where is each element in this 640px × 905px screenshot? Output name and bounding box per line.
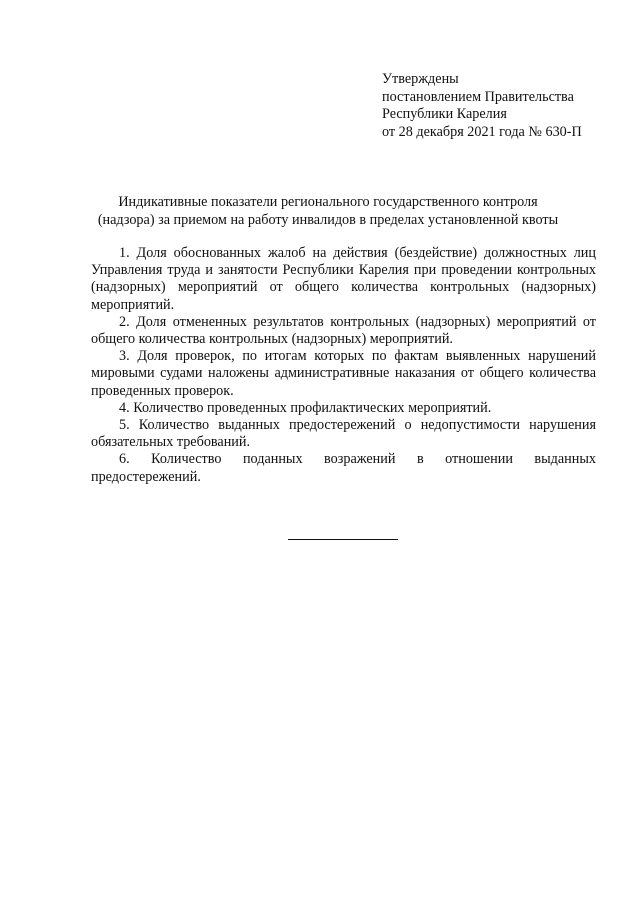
document-title (60, 194, 596, 229)
title-line: Индикативные показатели регионального государственного контроля (118, 194, 538, 210)
indicator-item-2: 2. Доля отмененных результатов контрольных (надзорных) мероприятий от общего количества контрольных (надзорных) мероприятий. (91, 313, 596, 348)
indicator-item-3: 3. Доля проверок, по итогам которых по фактам выявленных нарушений мировыми судами наложены административные наказания от общего количества проведенных проверок. (91, 348, 596, 399)
end-separator-line (288, 539, 398, 540)
indicator-item-5: 5. Количество выданных предостережений о недопустимости нарушения обязательных требований. (91, 417, 596, 451)
approval-line: Утверждены (382, 71, 459, 87)
title-line: (надзора) за приемом на работу инвалидов в пределах установленной квоты (97, 211, 559, 228)
approval-date-line: от 28 декабря 2021 года № 630-П (382, 123, 582, 140)
approval-line: Республики Карелия (382, 106, 507, 122)
indicator-item-1: 1. Доля обоснованных жалоб на действия (бездействие) должностных лиц Управления труда и занятости Республики Карелия при проведении контрольных (надзорных) мероприятий от общего количества контрольных (надзорных) мероприятий. (91, 245, 596, 313)
indicator-list (91, 245, 596, 486)
indicator-item-6: 6. Количество поданных возражений в отношении выданных предостережений. (91, 451, 596, 485)
approval-line: постановлением Правительства (382, 88, 574, 105)
approval-stamp (382, 71, 622, 141)
indicator-item-4: 4. Количество проведенных профилактических мероприятий. (119, 399, 492, 416)
